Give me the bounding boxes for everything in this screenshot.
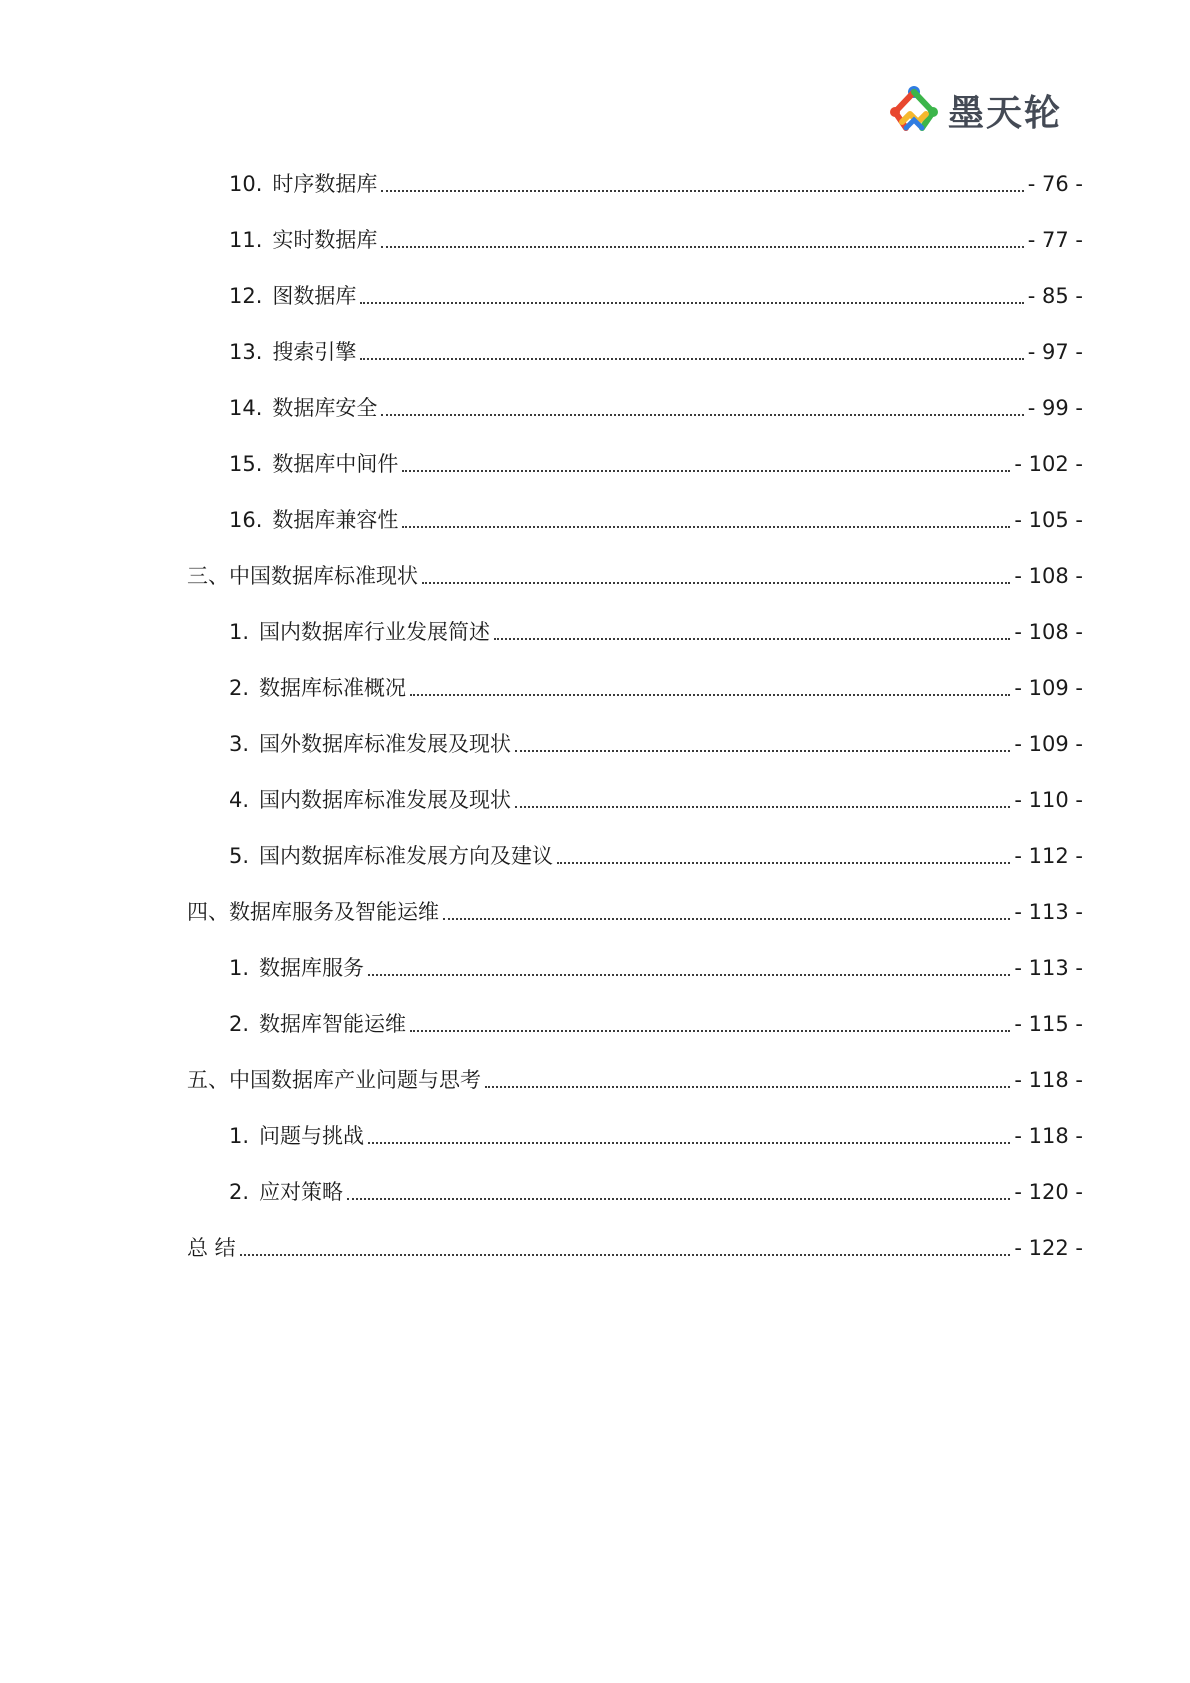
toc-dot-leader	[443, 918, 1010, 920]
toc-entry-title: 中国数据库标准现状	[229, 564, 418, 588]
toc-entry-page: - 76 -	[1027, 172, 1083, 196]
toc-entry-page: - 118 -	[1014, 1068, 1083, 1092]
toc-entry-title: 时序数据库	[272, 172, 378, 196]
toc-entry[interactable]	[229, 387, 1083, 421]
toc-entry-number: 11.	[229, 228, 263, 252]
toc-dot-leader	[360, 358, 1023, 360]
toc-dot-leader	[410, 1030, 1010, 1032]
toc-dot-leader	[402, 470, 1010, 472]
toc-entry-page: - 113 -	[1014, 900, 1083, 924]
toc-entry-page: - 110 -	[1014, 788, 1083, 812]
toc-entry-title: 数据库智能运维	[259, 1012, 407, 1036]
toc-entry-title: 应对策略	[259, 1180, 344, 1204]
toc-entry-page: - 102 -	[1014, 452, 1083, 476]
toc-entry-number: 1.	[229, 956, 250, 980]
toc-entry-page: - 99 -	[1027, 396, 1083, 420]
toc-dot-leader	[515, 806, 1010, 808]
toc-entry-title: 数据库中间件	[272, 452, 399, 476]
toc-entry-title: 中国数据库产业问题与思考	[229, 1068, 481, 1092]
toc-entry-number: 14.	[229, 396, 263, 420]
toc-entry[interactable]	[229, 443, 1083, 477]
toc-entry[interactable]	[229, 611, 1083, 645]
toc-dot-leader	[368, 1142, 1010, 1144]
toc-entry-page: - 113 -	[1014, 956, 1083, 980]
toc-entry-number: 4.	[229, 788, 250, 812]
toc-entry-title: 数据库服务及智能运维	[229, 900, 439, 924]
toc-dot-leader	[347, 1198, 1010, 1200]
toc-entry[interactable]	[229, 499, 1083, 533]
toc-entry-title: 数据库标准概况	[259, 676, 407, 700]
toc-entry-number: 五、	[187, 1068, 229, 1092]
toc-entry[interactable]	[229, 1003, 1083, 1037]
toc-entry-page: - 97 -	[1027, 340, 1083, 364]
logo-text: 墨天轮	[948, 92, 1063, 134]
toc-entry-page: - 105 -	[1014, 508, 1083, 532]
toc-entry-number: 2.	[229, 1012, 250, 1036]
toc-entry-title: 数据库服务	[259, 956, 365, 980]
toc-entry-page: - 112 -	[1014, 844, 1083, 868]
toc-entry-title: 搜索引擎	[272, 340, 357, 364]
toc-entry-page: - 120 -	[1014, 1180, 1083, 1204]
toc-dot-leader	[485, 1086, 1010, 1088]
toc-entry-title: 实时数据库	[272, 228, 378, 252]
toc-entry-page: - 109 -	[1014, 676, 1083, 700]
toc-dot-leader	[422, 582, 1010, 584]
toc-dot-leader	[368, 974, 1010, 976]
toc-entry-number: 2.	[229, 676, 250, 700]
toc-entry[interactable]	[229, 1171, 1083, 1205]
toc-entry-number: 1.	[229, 620, 250, 644]
toc-entry[interactable]	[229, 275, 1083, 309]
toc-entry-page: - 85 -	[1027, 284, 1083, 308]
toc-dot-leader	[381, 190, 1023, 192]
toc-entry[interactable]	[229, 219, 1083, 253]
toc-entry-number: 16.	[229, 508, 263, 532]
toc-dot-leader	[360, 302, 1023, 304]
toc-entry-title: 国外数据库标准发展及现状	[259, 732, 512, 756]
toc-entry-title: 数据库安全	[272, 396, 378, 420]
toc-dot-leader	[381, 414, 1023, 416]
toc-entry-number: 1.	[229, 1124, 250, 1148]
toc-entry[interactable]	[187, 1227, 1083, 1261]
toc-entry[interactable]	[187, 1059, 1083, 1093]
toc-entry-page: - 77 -	[1027, 228, 1083, 252]
toc-dot-leader	[494, 638, 1010, 640]
toc-entry[interactable]	[229, 835, 1083, 869]
toc-entry-page: - 122 -	[1014, 1236, 1083, 1260]
toc-entry-number: 15.	[229, 452, 263, 476]
toc-entry-page: - 109 -	[1014, 732, 1083, 756]
toc-entry-number: 10.	[229, 172, 263, 196]
toc-entry-number: 3.	[229, 732, 250, 756]
toc-entry-title: 问题与挑战	[259, 1124, 365, 1148]
toc-entry[interactable]	[229, 667, 1083, 701]
toc-entry[interactable]	[229, 779, 1083, 813]
toc-entry-number: 四、	[187, 900, 229, 924]
toc-entry[interactable]	[229, 1115, 1083, 1149]
toc-entry-title: 国内数据库标准发展方向及建议	[259, 844, 554, 868]
toc-entry[interactable]	[229, 163, 1083, 197]
toc-entry-number: 12.	[229, 284, 263, 308]
toc-entry-number: 总 结	[187, 1236, 236, 1260]
toc-entry-number: 2.	[229, 1180, 250, 1204]
toc-entry-title: 国内数据库标准发展及现状	[259, 788, 512, 812]
toc-dot-leader	[240, 1254, 1011, 1256]
toc-entry[interactable]	[229, 947, 1083, 981]
toc-entry[interactable]	[187, 891, 1083, 925]
toc-dot-leader	[402, 526, 1010, 528]
toc-entry[interactable]	[229, 331, 1083, 365]
toc-entry[interactable]	[187, 555, 1083, 589]
toc-dot-leader	[557, 862, 1010, 864]
toc-entry-page: - 108 -	[1014, 564, 1083, 588]
toc-entry-number: 三、	[187, 564, 229, 588]
toc-dot-leader	[515, 750, 1010, 752]
toc-entry-title: 图数据库	[272, 284, 357, 308]
toc-entry-title: 国内数据库行业发展简述	[259, 620, 491, 644]
toc-entry-title: 数据库兼容性	[272, 508, 399, 532]
toc-entry-page: - 118 -	[1014, 1124, 1083, 1148]
toc-entry-page: - 115 -	[1014, 1012, 1083, 1036]
toc-entry[interactable]	[229, 723, 1083, 757]
toc-entry-page: - 108 -	[1014, 620, 1083, 644]
toc-dot-leader	[410, 694, 1010, 696]
toc-dot-leader	[381, 246, 1023, 248]
toc-entry-number: 5.	[229, 844, 250, 868]
toc-entry-number: 13.	[229, 340, 263, 364]
